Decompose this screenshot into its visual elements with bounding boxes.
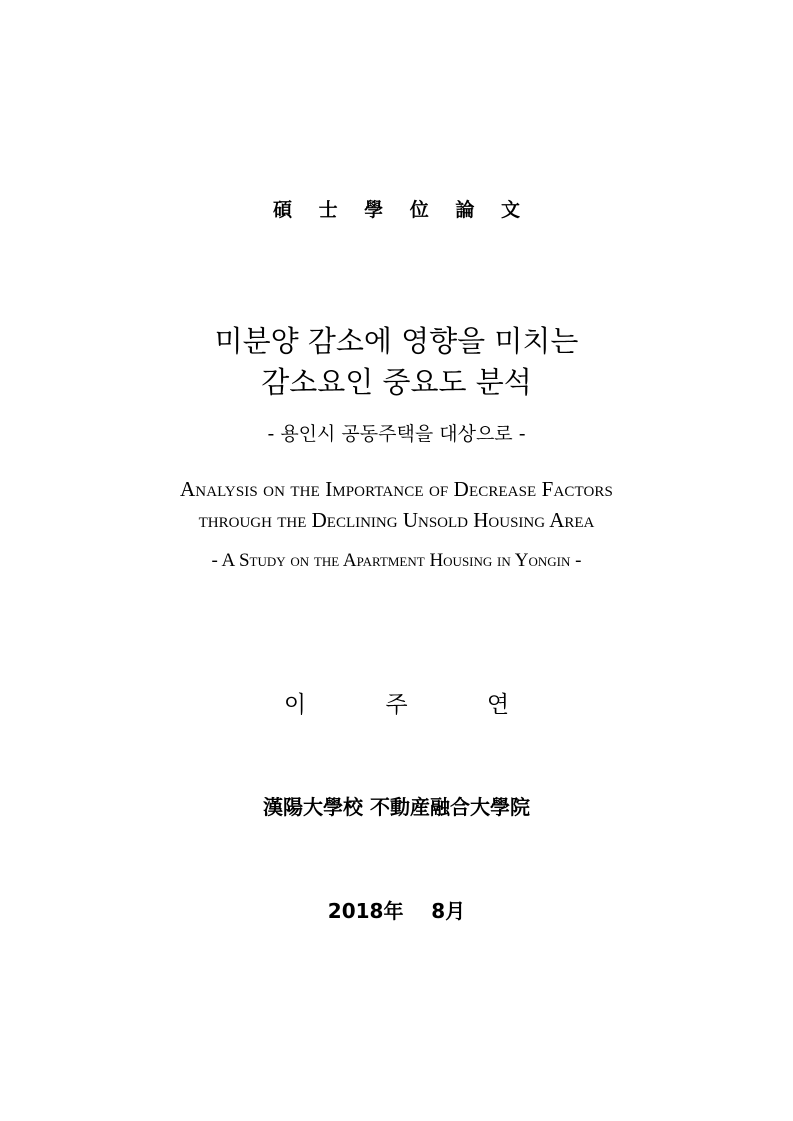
- english-title-line-1: Analysis on the Importance of Decrease Factors: [180, 477, 613, 501]
- korean-title-line-2: 감소요인 중요도 분석: [261, 365, 532, 399]
- degree-heading: 碩 士 學 位 論 文: [272, 199, 531, 221]
- author-name: 이 주 연: [283, 692, 546, 718]
- english-title-line-2: through the Declining Unsold Housing Area: [198, 508, 595, 532]
- korean-title-line-1: 미분양 감소에 영향을 미치는: [214, 324, 579, 358]
- submission-date: 2018年 8月: [327, 899, 466, 923]
- korean-subtitle: - 용인시 공동주택을 대상으로 -: [267, 423, 526, 445]
- english-subtitle: - A Study on the Apartment Housing in Yongin -: [211, 550, 582, 571]
- institution-name: 漢陽大學校 不動産融合大學院: [263, 795, 530, 819]
